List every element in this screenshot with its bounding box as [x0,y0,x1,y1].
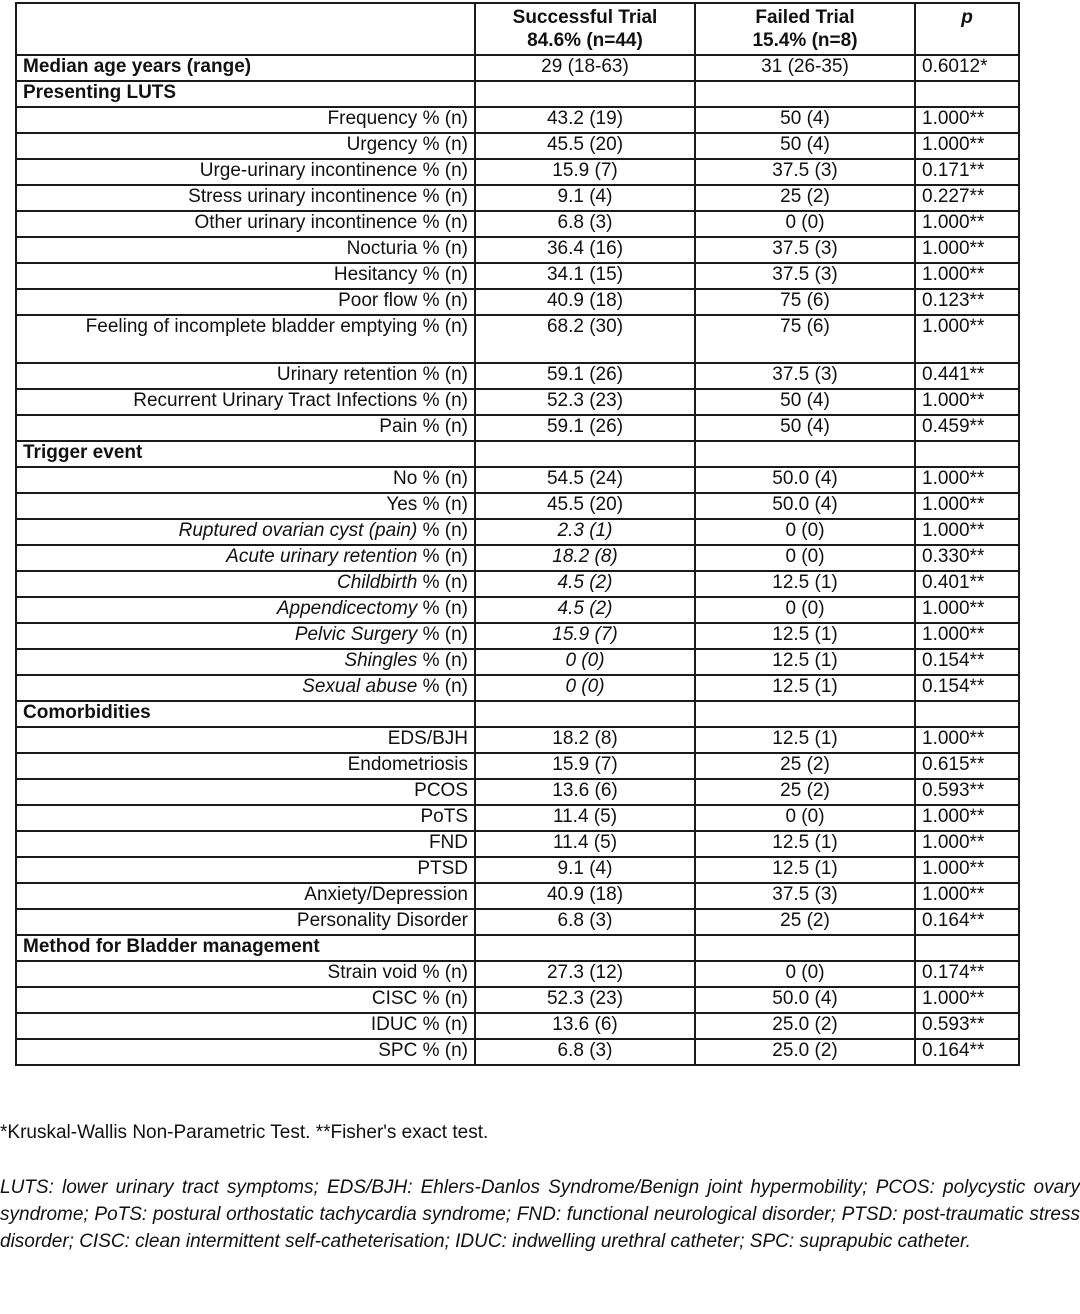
successful-trial-value: 45.5 (20) [475,133,695,159]
failed-trial-value: 50.0 (4) [695,493,915,519]
row-label [16,675,475,701]
p-value: 1.000** [915,519,1019,545]
row-label [16,961,475,987]
p-value: 1.000** [915,263,1019,289]
row-label-name: Urinary retention [276,364,418,385]
failed-trial-value: 12.5 (1) [695,649,915,675]
failed-trial-value: 0 (0) [695,805,915,831]
successful-trial-value: 0 (0) [475,675,695,701]
row-label-name: Strain void [327,962,418,983]
row-label-name: Yes [386,494,418,515]
failed-trial-value: 12.5 (1) [695,675,915,701]
header-successful-trial [475,3,695,55]
row-label-suffix: % (n) [417,494,468,515]
p-value: 1.000** [915,467,1019,493]
row-label [16,289,475,315]
empty-cell [915,81,1019,107]
row-label [16,831,475,857]
row-label-name: Sexual abuse [302,676,418,697]
empty-cell [475,81,695,107]
row-label-suffix: % (n) [417,1014,468,1035]
row-label-suffix: % (n) [417,468,468,489]
p-value: 1.000** [915,107,1019,133]
p-value: 0.174** [915,961,1019,987]
table-row [16,597,1019,623]
failed-trial-value: 50 (4) [695,107,915,133]
table-row [16,107,1019,133]
failed-trial-value: 50 (4) [695,389,915,415]
successful-trial-value: 2.3 (1) [475,519,695,545]
p-value: 0.171** [915,159,1019,185]
table-row [16,753,1019,779]
header-failed-title: Failed Trial [755,7,855,28]
row-label-name: Pain [379,416,418,437]
row-label-suffix: % (n) [417,988,468,1009]
row-label-name: Urge-urinary incontinence [199,160,418,181]
failed-trial-value: 37.5 (3) [695,263,915,289]
table-row [16,805,1019,831]
section-title: Presenting LUTS [16,81,475,107]
row-label-suffix: % (n) [417,624,468,645]
table-row [16,263,1019,289]
row-label-name: IDUC [370,1014,418,1035]
failed-trial-value: 0 (0) [695,961,915,987]
failed-trial-value: 12.5 (1) [695,727,915,753]
failed-trial-value: 0 (0) [695,597,915,623]
row-label-name: Endometriosis [347,754,468,775]
row-label-name: PCOS [414,780,468,801]
empty-cell [695,935,915,961]
row-label [16,909,475,935]
p-value: 1.000** [915,805,1019,831]
successful-trial-value: 13.6 (6) [475,1013,695,1039]
section-title: Comorbidities [16,701,475,727]
row-label-suffix: % (n) [417,364,468,385]
row-label-name: Pelvic Surgery [294,624,418,645]
failed-trial-value: 12.5 (1) [695,571,915,597]
table-row [16,857,1019,883]
successful-trial-value: 11.4 (5) [475,805,695,831]
row-label-name: PTSD [417,858,468,879]
table-row [16,1013,1019,1039]
empty-cell [695,81,915,107]
section-header-row [16,81,1019,107]
section-title: Trigger event [16,441,475,467]
successful-trial-value: 59.1 (26) [475,415,695,441]
row-label [16,185,475,211]
row-label-name: Childbirth [337,572,418,593]
p-value: 1.000** [915,133,1019,159]
row-label-suffix: % (n) [417,676,468,697]
median-age-success: 29 (18-63) [475,55,695,81]
row-label [16,159,475,185]
failed-trial-value: 0 (0) [695,545,915,571]
p-value: 0.459** [915,415,1019,441]
row-label [16,857,475,883]
p-value: 1.000** [915,315,1019,363]
failed-trial-value: 37.5 (3) [695,159,915,185]
failed-trial-value: 37.5 (3) [695,237,915,263]
successful-trial-value: 43.2 (19) [475,107,695,133]
successful-trial-value: 34.1 (15) [475,263,695,289]
table-row [16,571,1019,597]
row-label [16,883,475,909]
row-label-suffix: % (n) [417,390,468,411]
median-age-p: 0.6012* [915,55,1019,81]
row-label-suffix: % (n) [417,212,468,233]
row-label [16,133,475,159]
results-table [15,2,1020,1066]
row-label-name: Recurrent Urinary Tract Infections [133,390,418,411]
successful-trial-value: 9.1 (4) [475,857,695,883]
section-header-row [16,441,1019,467]
section-header-row [16,701,1019,727]
p-value: 1.000** [915,389,1019,415]
p-value: 1.000** [915,623,1019,649]
row-label-suffix: % (n) [417,290,468,311]
successful-trial-value: 18.2 (8) [475,545,695,571]
row-label-name: Personality Disorder [296,910,468,931]
row-label-name: Poor flow [338,290,418,311]
table-row [16,415,1019,441]
empty-cell [915,441,1019,467]
median-age-failed: 31 (26-35) [695,55,915,81]
row-label-suffix: % (n) [417,238,468,259]
row-label [16,571,475,597]
row-label-name: Frequency [327,108,418,129]
p-value: 1.000** [915,237,1019,263]
empty-cell [915,701,1019,727]
row-label [16,467,475,493]
row-label-name: SPC [378,1040,418,1061]
header-successful-title: Successful Trial [512,7,658,28]
row-label [16,211,475,237]
failed-trial-value: 25 (2) [695,779,915,805]
table-row [16,185,1019,211]
row-label [16,1013,475,1039]
table-row [16,649,1019,675]
row-label-suffix: % (n) [417,134,468,155]
row-label [16,519,475,545]
header-failed-count: 15.4% (n=8) [752,30,858,51]
header-p-value: p [915,3,1019,55]
median-age-label: Median age years (range) [16,55,475,81]
row-label-name: Other urinary incontinence [194,212,418,233]
successful-trial-value: 6.8 (3) [475,1039,695,1065]
empty-cell [695,701,915,727]
successful-trial-value: 45.5 (20) [475,493,695,519]
empty-cell [915,935,1019,961]
row-label-suffix: % (n) [417,316,468,337]
row-label [16,493,475,519]
table-row [16,363,1019,389]
failed-trial-value: 37.5 (3) [695,883,915,909]
table-row [16,211,1019,237]
row-label-name: Acute urinary retention [226,546,418,567]
p-value: 0.227** [915,185,1019,211]
successful-trial-value: 13.6 (6) [475,779,695,805]
row-label [16,649,475,675]
row-label [16,263,475,289]
table-row [16,289,1019,315]
row-label-name: Stress urinary incontinence [188,186,418,207]
failed-trial-value: 25 (2) [695,909,915,935]
p-value: 0.123** [915,289,1019,315]
table-row [16,237,1019,263]
table-row [16,1039,1019,1065]
failed-trial-value: 12.5 (1) [695,831,915,857]
footnote-abbreviations: LUTS: lower urinary tract symptoms; EDS/BJH: Ehlers-Danlos Syndrome/Benign joint hypermobility; PCOS: polycystic ovary syndrome; PoTS: postural orthostatic tachycardia syndrome; FND: functional neurological disorder; PTSD: post-traumatic stress disorder; CISC: clean intermittent self-catheterisation; IDUC: indwelling urethral catheter; SPC: suprapubic catheter. [0,1177,1080,1252]
p-value: 0.401** [915,571,1019,597]
table-row [16,133,1019,159]
row-label [16,727,475,753]
row-label-name: Feeling of incomplete bladder emptying [85,316,418,337]
successful-trial-value: 11.4 (5) [475,831,695,857]
row-label [16,779,475,805]
row-label-suffix: % (n) [417,572,468,593]
successful-trial-value: 27.3 (12) [475,961,695,987]
row-label [16,315,475,363]
row-label-name: Ruptured ovarian cyst (pain) [178,520,418,541]
p-value: 1.000** [915,831,1019,857]
row-label-suffix: % (n) [417,416,468,437]
row-label-suffix: % (n) [417,264,468,285]
failed-trial-value: 25.0 (2) [695,1013,915,1039]
row-label-name: Anxiety/Depression [304,884,468,905]
row-label-name: Nocturia [346,238,418,259]
table-row [16,389,1019,415]
successful-trial-value: 9.1 (4) [475,185,695,211]
empty-cell [695,441,915,467]
successful-trial-value: 54.5 (24) [475,467,695,493]
row-label [16,987,475,1013]
row-label [16,597,475,623]
p-value: 0.164** [915,909,1019,935]
row-label-suffix: % (n) [417,962,468,983]
p-value: 0.330** [915,545,1019,571]
row-label-name: Shingles [344,650,418,671]
row-label [16,237,475,263]
section-header-row [16,935,1019,961]
successful-trial-value: 4.5 (2) [475,597,695,623]
row-label-name: CISC [371,988,418,1009]
p-value: 1.000** [915,493,1019,519]
empty-cell [475,441,695,467]
successful-trial-value: 18.2 (8) [475,727,695,753]
row-label [16,389,475,415]
p-value: 1.000** [915,987,1019,1013]
row-label-name: No [393,468,418,489]
table-row [16,493,1019,519]
successful-trial-value: 36.4 (16) [475,237,695,263]
row-label [16,107,475,133]
row-label-name: Appendicectomy [276,598,418,619]
failed-trial-value: 75 (6) [695,315,915,363]
row-label-name: Urgency [346,134,418,155]
row-label-suffix: % (n) [417,186,468,207]
row-label [16,753,475,779]
table-row-median-age [16,55,1019,81]
p-value: 1.000** [915,727,1019,753]
row-label-suffix: % (n) [417,108,468,129]
successful-trial-value: 15.9 (7) [475,623,695,649]
p-value: 0.154** [915,675,1019,701]
successful-trial-value: 40.9 (18) [475,883,695,909]
row-label-suffix: % (n) [417,1040,468,1061]
p-value: 1.000** [915,211,1019,237]
failed-trial-value: 50 (4) [695,133,915,159]
failed-trial-value: 0 (0) [695,211,915,237]
failed-trial-value: 12.5 (1) [695,623,915,649]
failed-trial-value: 25.0 (2) [695,1039,915,1065]
successful-trial-value: 40.9 (18) [475,289,695,315]
row-label [16,363,475,389]
empty-cell [475,701,695,727]
section-title: Method for Bladder management [16,935,475,961]
failed-trial-value: 50.0 (4) [695,987,915,1013]
successful-trial-value: 52.3 (23) [475,987,695,1013]
p-value: 0.615** [915,753,1019,779]
table-row [16,909,1019,935]
p-value: 0.593** [915,1013,1019,1039]
footnote-tests: *Kruskal-Wallis Non-Parametric Test. **Fisher's exact test. [0,1122,489,1143]
successful-trial-value: 52.3 (23) [475,389,695,415]
table-body [16,55,1019,1065]
successful-trial-value: 4.5 (2) [475,571,695,597]
table-row [16,315,1019,363]
row-label [16,545,475,571]
row-label-suffix: % (n) [417,160,468,181]
failed-trial-value: 75 (6) [695,289,915,315]
table-row [16,779,1019,805]
failed-trial-value: 0 (0) [695,519,915,545]
successful-trial-value: 68.2 (30) [475,315,695,363]
table-row [16,727,1019,753]
p-value: 0.441** [915,363,1019,389]
header-row [16,3,1019,55]
table-row [16,545,1019,571]
p-value: 1.000** [915,857,1019,883]
row-label-name: PoTS [420,806,468,827]
p-value: 1.000** [915,883,1019,909]
row-label-suffix: % (n) [417,598,468,619]
failed-trial-value: 25 (2) [695,753,915,779]
row-label-name: FND [428,832,468,853]
row-label-suffix: % (n) [417,546,468,567]
successful-trial-value: 15.9 (7) [475,753,695,779]
row-label [16,1039,475,1065]
successful-trial-value: 15.9 (7) [475,159,695,185]
header-successful-count: 84.6% (n=44) [527,30,643,51]
row-label [16,805,475,831]
header-blank-cell [16,3,475,55]
successful-trial-value: 0 (0) [475,649,695,675]
p-value: 1.000** [915,597,1019,623]
successful-trial-value: 6.8 (3) [475,909,695,935]
failed-trial-value: 12.5 (1) [695,857,915,883]
failed-trial-value: 50.0 (4) [695,467,915,493]
failed-trial-value: 25 (2) [695,185,915,211]
table-row [16,467,1019,493]
table-row [16,675,1019,701]
row-label-suffix: % (n) [417,520,468,541]
row-label [16,415,475,441]
table-row [16,883,1019,909]
successful-trial-value: 59.1 (26) [475,363,695,389]
row-label-name: Hesitancy [333,264,418,285]
p-value: 0.164** [915,1039,1019,1065]
table-row [16,987,1019,1013]
failed-trial-value: 50 (4) [695,415,915,441]
row-label [16,623,475,649]
table-row [16,961,1019,987]
p-value: 0.154** [915,649,1019,675]
failed-trial-value: 37.5 (3) [695,363,915,389]
table-row [16,831,1019,857]
table-row [16,519,1019,545]
table-row [16,623,1019,649]
successful-trial-value: 6.8 (3) [475,211,695,237]
row-label-suffix: % (n) [417,650,468,671]
p-value: 0.593** [915,779,1019,805]
empty-cell [475,935,695,961]
header-failed-trial [695,3,915,55]
row-label-name: EDS/BJH [387,728,468,749]
table-row [16,159,1019,185]
